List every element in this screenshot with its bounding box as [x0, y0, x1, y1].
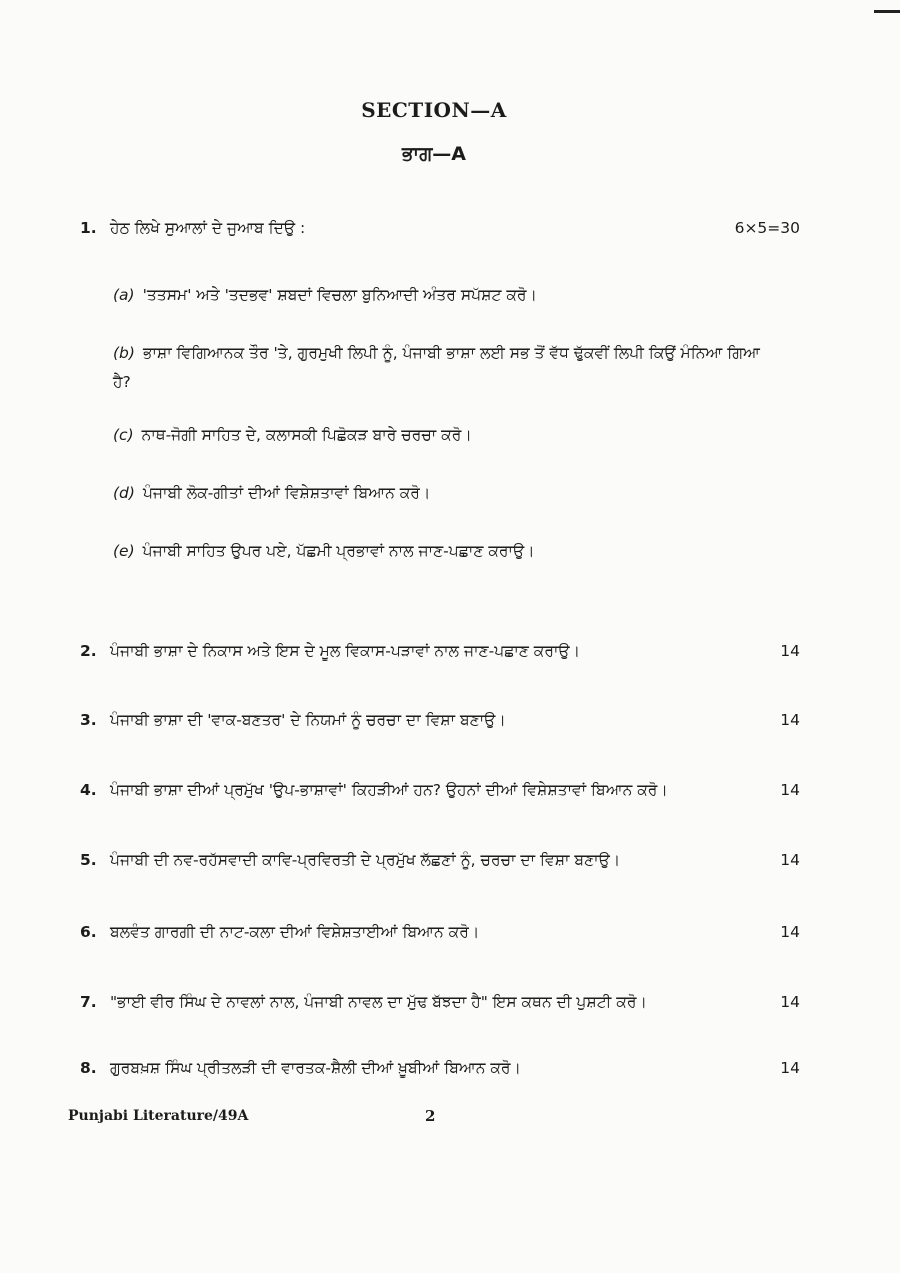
question-number: 1. [80, 219, 97, 237]
question-number: 2. [80, 642, 97, 660]
section-title: SECTION—A [361, 98, 507, 122]
question-marks: 14 [780, 711, 800, 729]
question-text: ਗੁਰਬਖ਼ਸ਼ ਸਿੰਘ ਪ੍ਰੀਤਲੜੀ ਦੀ ਵਾਰਤਕ-ਸ਼ੈਲੀ ਦੀਆਂ ਖ਼ੂਬੀਆਂ ਬਿਆਨ ਕਰੋ। [110, 1059, 521, 1077]
paper-code: Punjabi Literature/49A [68, 1108, 249, 1124]
question-text: ਹੇਠ ਲਿਖੇ ਸੁਆਲਾਂ ਦੇ ਜੁਆਬ ਦਿਉ : [110, 219, 306, 237]
subquestion-label: (c) [113, 426, 134, 444]
edge-mark [874, 10, 900, 13]
subquestion-label: (e) [113, 542, 135, 560]
subquestion-c [113, 421, 763, 450]
subquestion-text: ਭਾਸ਼ਾ ਵਿਗਿਆਨਕ ਤੌਰ 'ਤੇ, ਗੁਰਮੁਖੀ ਲਿਪੀ ਨੂੰ, ਪੰਜਾਬੀ ਭਾਸ਼ਾ ਲਈ ਸਭ ਤੋਂ ਵੱਧ ਢੁੱਕਵੀਂ ਲਿਪੀ ਕਿਉਂ ਮੰਨਿਆ ਗਿਆ ਹੈ? [113, 344, 760, 391]
question-marks: 14 [780, 851, 800, 869]
subquestion-text: ਨਾਥ-ਜੋਗੀ ਸਾਹਿਤ ਦੇ, ਕਲਾਸਕੀ ਪਿਛੋਕੜ ਬਾਰੇ ਚਰਚਾ ਕਰੋ। [141, 426, 472, 444]
subquestion-text: ਪੰਜਾਬੀ ਸਾਹਿਤ ਉਪਰ ਪਏ, ਪੱਛਮੀ ਪ੍ਰਭਾਵਾਂ ਨਾਲ ਜਾਣ-ਪਛਾਣ ਕਰਾਉ। [142, 542, 535, 560]
subquestion-b [113, 339, 763, 397]
question-text: ਪੰਜਾਬੀ ਭਾਸ਼ਾ ਦੀ 'ਵਾਕ-ਬਣਤਰ' ਦੇ ਨਿਯਮਾਂ ਨੂੰ ਚਰਚਾ ਦਾ ਵਿਸ਼ਾ ਬਣਾਉ। [110, 711, 506, 729]
question-number: 3. [80, 711, 97, 729]
question-marks: 14 [780, 1059, 800, 1077]
question-number: 4. [80, 781, 97, 799]
question-marks: 14 [780, 781, 800, 799]
question-number: 6. [80, 923, 97, 941]
question-number: 7. [80, 993, 97, 1011]
question-marks: 14 [780, 923, 800, 941]
page-number: 2 [425, 1107, 436, 1125]
question-text: ਪੰਜਾਬੀ ਦੀ ਨਵ-ਰਹੱਸਵਾਦੀ ਕਾਵਿ-ਪ੍ਰਵਿਰਤੀ ਦੇ ਪ੍ਰਮੁੱਖ ਲੱਛਣਾਂ ਨੂੰ, ਚਰਚਾ ਦਾ ਵਿਸ਼ਾ ਬਣਾਉ। [110, 851, 621, 869]
section-subtitle: ਭਾਗ—A [401, 143, 466, 165]
question-text: ਪੰਜਾਬੀ ਭਾਸ਼ਾ ਦੀਆਂ ਪ੍ਰਮੁੱਖ 'ਉਪ-ਭਾਸ਼ਾਵਾਂ' ਕਿਹੜੀਆਂ ਹਨ? ਉਹਨਾਂ ਦੀਆਂ ਵਿਸ਼ੇਸ਼ਤਾਵਾਂ ਬਿਆਨ ਕਰੋ। [110, 781, 668, 799]
question-number: 8. [80, 1059, 97, 1077]
question-marks: 6×5=30 [734, 219, 800, 237]
question-marks: 14 [780, 642, 800, 660]
subquestion-text: 'ਤਤਸਮ' ਅਤੇ 'ਤਦਭਵ' ਸ਼ਬਦਾਂ ਵਿਚਲਾ ਬੁਨਿਆਦੀ ਅੰਤਰ ਸਪੱਸ਼ਟ ਕਰੋ। [142, 286, 537, 304]
subquestion-e [113, 537, 763, 566]
question-marks: 14 [780, 993, 800, 1011]
subquestion-label: (a) [113, 286, 135, 304]
question-text: ਬਲਵੰਤ ਗਾਰਗੀ ਦੀ ਨਾਟ-ਕਲਾ ਦੀਆਂ ਵਿਸ਼ੇਸ਼ਤਾਈਆਂ ਬਿਆਨ ਕਰੋ। [110, 923, 480, 941]
subquestion-d [113, 479, 763, 508]
question-number: 5. [80, 851, 97, 869]
subquestion-label: (d) [113, 484, 135, 502]
subquestion-text: ਪੰਜਾਬੀ ਲੋਕ-ਗੀਤਾਂ ਦੀਆਂ ਵਿਸ਼ੇਸ਼ਤਾਵਾਂ ਬਿਆਨ ਕਰੋ। [142, 484, 431, 502]
subquestion-a [113, 281, 763, 310]
question-text: ਪੰਜਾਬੀ ਭਾਸ਼ਾ ਦੇ ਨਿਕਾਸ ਅਤੇ ਇਸ ਦੇ ਮੂਲ ਵਿਕਾਸ-ਪੜਾਵਾਂ ਨਾਲ ਜਾਣ-ਪਛਾਣ ਕਰਾਉ। [110, 642, 581, 660]
subquestion-label: (b) [113, 344, 135, 362]
question-text: "ਭਾਈ ਵੀਰ ਸਿੰਘ ਦੇ ਨਾਵਲਾਂ ਨਾਲ, ਪੰਜਾਬੀ ਨਾਵਲ ਦਾ ਮੁੱਢ ਬੱਝਦਾ ਹੈ" ਇਸ ਕਥਨ ਦੀ ਪੁਸ਼ਟੀ ਕਰੋ। [110, 993, 647, 1011]
